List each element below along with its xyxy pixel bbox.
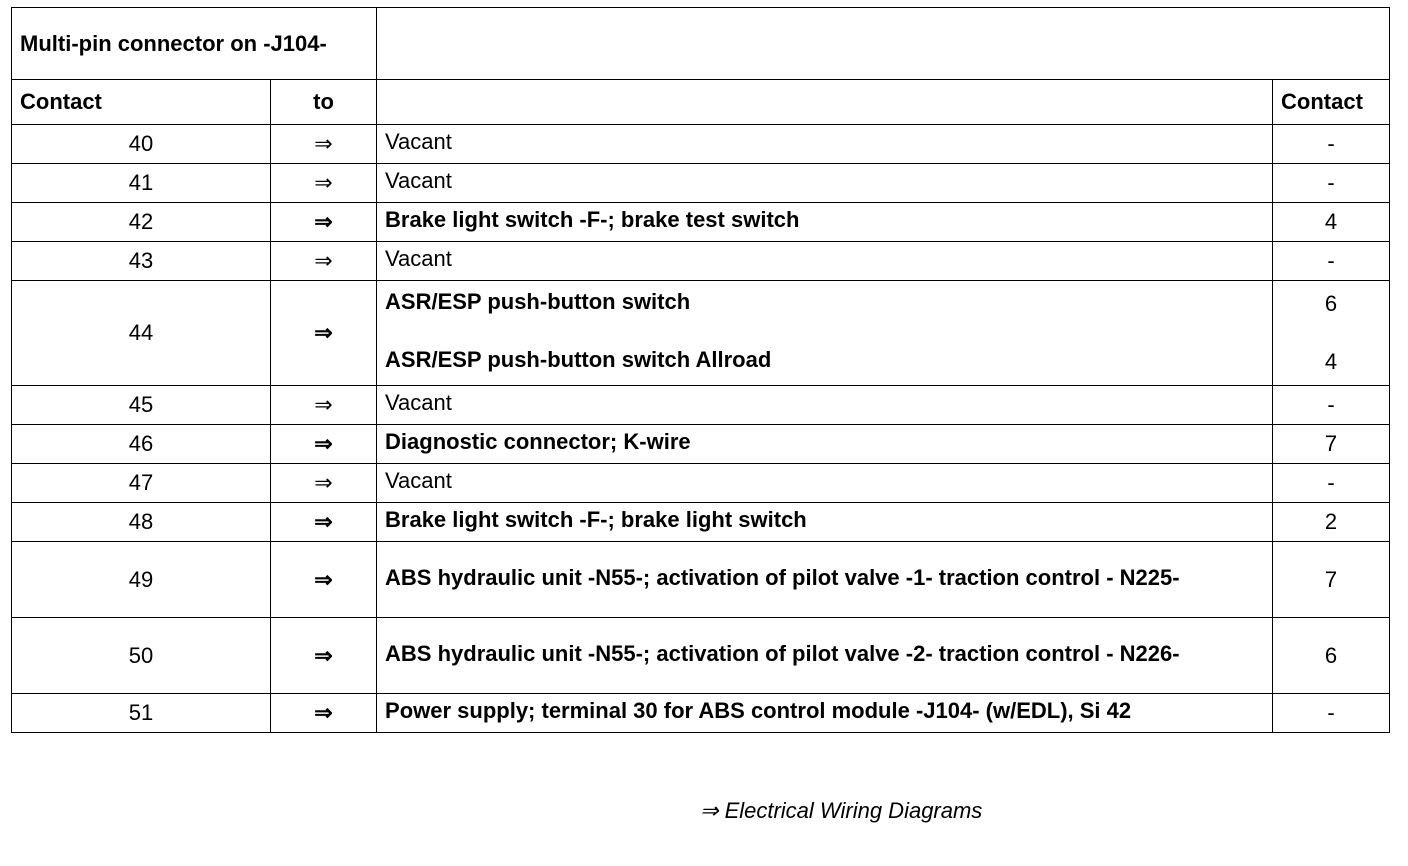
table-row [12, 281, 1390, 386]
table-row [12, 542, 1390, 618]
header-contact: Contact [12, 80, 271, 125]
target-contact-value: 7 [1324, 431, 1338, 456]
contact-number: 42 [12, 203, 271, 242]
contact-number: 47 [12, 464, 271, 503]
arrow-right-icon[interactable]: ⇒ [271, 164, 377, 203]
target-contact [1273, 164, 1390, 203]
description-text: Vacant [385, 390, 452, 415]
target-contact-value: - [1327, 470, 1335, 495]
contact-number: 44 [12, 281, 271, 386]
arrow-right-icon: ⇒ [700, 798, 719, 823]
description-text: Diagnostic connector; K-wire [385, 429, 691, 454]
contact-number: 40 [12, 125, 271, 164]
connection-description [377, 386, 1273, 425]
target-contact [1273, 203, 1390, 242]
description-text: Brake light switch -F-; brake test switch [385, 207, 800, 232]
connection-description [377, 164, 1273, 203]
target-contact-value: - [1327, 248, 1335, 273]
target-contact [1273, 618, 1390, 694]
arrow-right-icon[interactable]: ⇒ [271, 694, 377, 733]
target-contact [1273, 542, 1390, 618]
contact-number: 41 [12, 164, 271, 203]
arrow-right-icon[interactable]: ⇒ [271, 503, 377, 542]
header-contact-right: Contact [1273, 80, 1390, 125]
connection-description [377, 242, 1273, 281]
connection-description [377, 542, 1273, 618]
connection-description [377, 694, 1273, 733]
description-text: Vacant [385, 168, 452, 193]
target-contact-value: - [1327, 170, 1335, 195]
target-contact [1273, 242, 1390, 281]
target-contact [1273, 386, 1390, 425]
header-description [377, 80, 1273, 125]
table-row [12, 464, 1390, 503]
connection-description [377, 281, 1273, 386]
arrow-right-icon[interactable]: ⇒ [271, 203, 377, 242]
target-contact-value: 6 [1324, 291, 1338, 316]
contact-number: 43 [12, 242, 271, 281]
connection-description [377, 425, 1273, 464]
target-contact-value: 2 [1324, 509, 1338, 534]
table-title-empty-cell [377, 8, 1390, 80]
arrow-right-icon[interactable]: ⇒ [271, 242, 377, 281]
description-text: Vacant [385, 246, 452, 271]
table-row [12, 386, 1390, 425]
contact-number: 49 [12, 542, 271, 618]
description-text: ABS hydraulic unit -N55-; activation of pilot valve -2- traction control - N226- [385, 640, 1180, 666]
arrow-right-icon[interactable]: ⇒ [271, 281, 377, 386]
description-text: ASR/ESP push-button switch [385, 289, 691, 314]
table-header-row [12, 80, 1390, 125]
table-title-row [12, 8, 1390, 80]
connector-table [11, 7, 1390, 733]
target-contact-value: 6 [1324, 642, 1338, 668]
table-row [12, 618, 1390, 694]
description-text: ABS hydraulic unit -N55-; activation of pilot valve -1- traction control - N225- [385, 564, 1180, 590]
wiring-diagrams-link-text: Electrical Wiring Diagrams [724, 798, 983, 823]
target-contact-value: - [1327, 131, 1335, 156]
arrow-right-icon[interactable]: ⇒ [271, 618, 377, 694]
target-contact-value: - [1327, 700, 1335, 725]
table-row [12, 694, 1390, 733]
contact-number: 50 [12, 618, 271, 694]
target-contact [1273, 503, 1390, 542]
target-contact [1273, 281, 1390, 386]
target-contact-value-secondary: 4 [1324, 349, 1338, 374]
wiring-diagrams-link[interactable] [700, 798, 982, 824]
target-contact [1273, 425, 1390, 464]
target-contact [1273, 464, 1390, 503]
connection-description [377, 503, 1273, 542]
connection-description [377, 125, 1273, 164]
description-text-secondary: ASR/ESP push-button switch Allroad [385, 347, 772, 372]
table-row [12, 125, 1390, 164]
target-contact [1273, 694, 1390, 733]
table-row [12, 242, 1390, 281]
contact-number: 45 [12, 386, 271, 425]
description-text: Power supply; terminal 30 for ABS control module -J104- (w/EDL), Si 42 [385, 698, 1132, 723]
arrow-right-icon[interactable]: ⇒ [271, 542, 377, 618]
contact-number: 48 [12, 503, 271, 542]
target-contact [1273, 125, 1390, 164]
description-text: Vacant [385, 468, 452, 493]
description-text: Vacant [385, 129, 452, 154]
table-title: Multi-pin connector on -J104- [12, 8, 377, 80]
contact-number: 51 [12, 694, 271, 733]
connection-description [377, 618, 1273, 694]
table-row [12, 425, 1390, 464]
connection-description [377, 464, 1273, 503]
arrow-right-icon[interactable]: ⇒ [271, 425, 377, 464]
table-row [12, 164, 1390, 203]
arrow-right-icon[interactable]: ⇒ [271, 125, 377, 164]
header-to: to [271, 80, 377, 125]
table-row [12, 503, 1390, 542]
target-contact-value: - [1327, 392, 1335, 417]
connection-description [377, 203, 1273, 242]
table-row [12, 203, 1390, 242]
description-text: Brake light switch -F-; brake light switch [385, 507, 807, 532]
target-contact-value: 4 [1324, 209, 1338, 234]
contact-number: 46 [12, 425, 271, 464]
target-contact-value: 7 [1324, 566, 1338, 592]
arrow-right-icon[interactable]: ⇒ [271, 386, 377, 425]
arrow-right-icon[interactable]: ⇒ [271, 464, 377, 503]
